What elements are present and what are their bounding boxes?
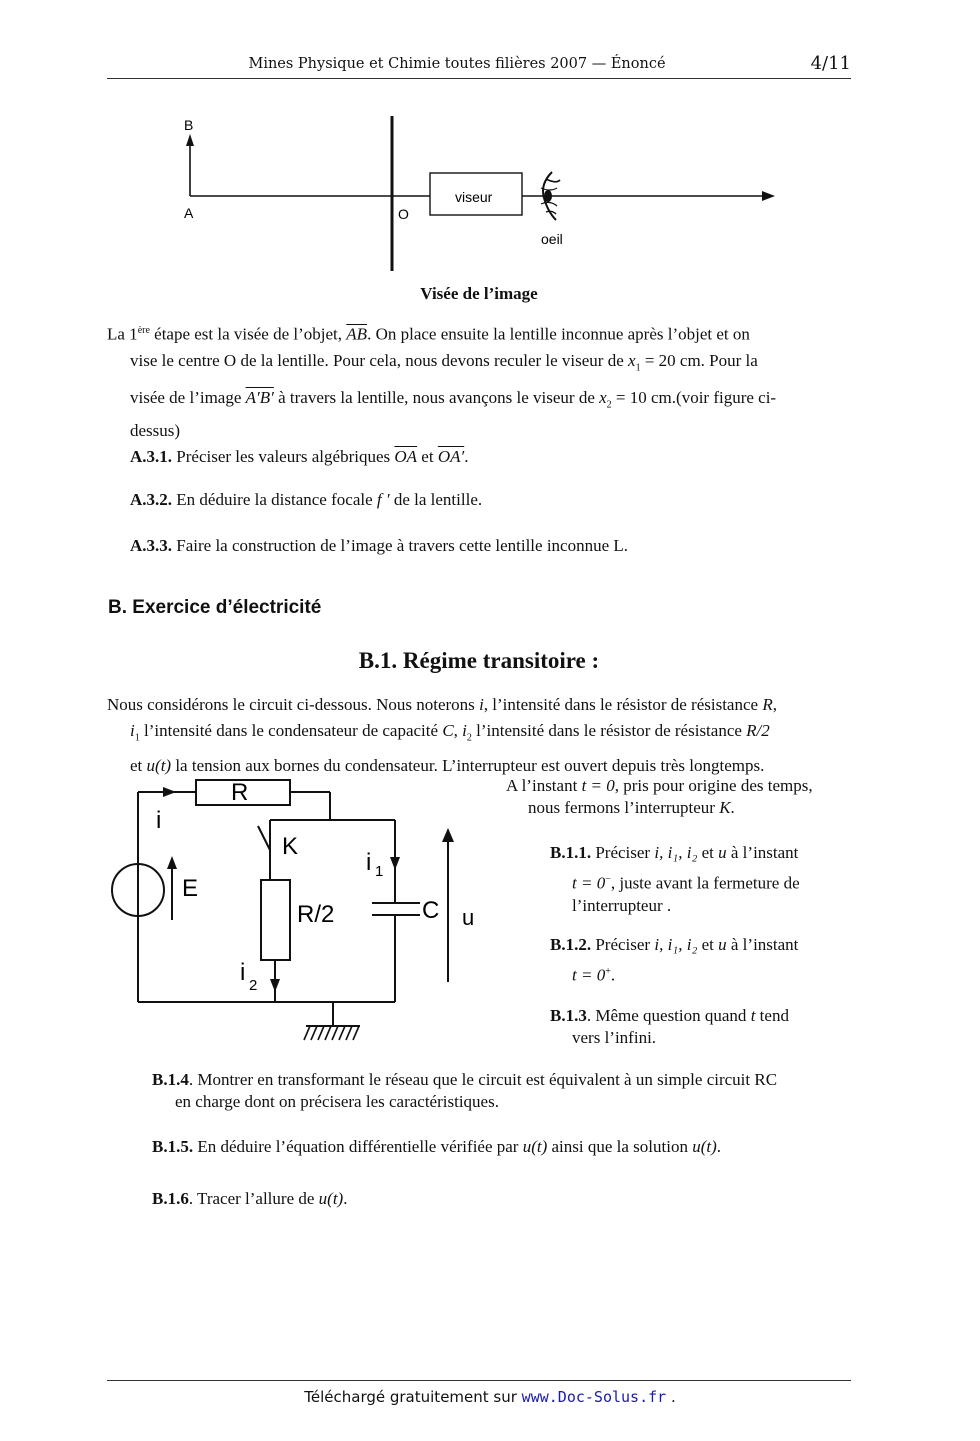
footer-rule xyxy=(107,1380,851,1381)
para-line-1: La 1ère étape est la visée de l’objet, $\overline{AB}$. On place ensuite la lentille inconnue après l’objet et on xyxy=(107,324,750,344)
axis-arrowhead xyxy=(762,191,775,201)
para-line-4: dessus) xyxy=(130,421,181,441)
right-intro: A l’instant t = 0, pris pour origine des temps, nous fermons l’interrupteur K. xyxy=(506,776,813,817)
label-i2-sub: 2 xyxy=(249,977,258,994)
question-b12: B.1.2. Préciser i, i₁, i₂ et u à l’instant t = 0+. xyxy=(550,935,799,985)
oeil-label: oeil xyxy=(541,231,563,247)
e-arrowhead xyxy=(167,856,177,869)
label-i1-sub: 1 xyxy=(375,863,384,880)
para-line-2: vise le centre O de la lentille. Pour cela, nous devons reculer le viseur de $x_1 = 20$ cm. Pour la xyxy=(130,350,758,374)
intro-line-1: Nous considérons le circuit ci-dessous. Nous noterons i, l’intensité dans le résistor de résistance R, xyxy=(107,695,777,714)
ground-icon xyxy=(304,1026,359,1040)
intro-b1 xyxy=(107,692,867,779)
header-title: Mines Physique et Chimie toutes filières 2007 — Énoncé xyxy=(248,56,666,72)
label-b: B xyxy=(184,117,194,133)
question-b16: B.1.6. Tracer l’allure de u(t). xyxy=(152,1189,348,1208)
i2-arrowhead xyxy=(270,979,280,992)
question-b13: B.1.3. Même question quand t tend vers l’infini. xyxy=(550,1006,789,1047)
label-r: R xyxy=(231,779,249,806)
label-i2: i xyxy=(240,959,246,986)
page-number: 4/11 xyxy=(810,53,851,74)
footer-link[interactable]: www.Doc-Solus.fr xyxy=(521,1388,667,1406)
question-b11: B.1.1. Préciser i, i₁, i₂ et u à l’instant t = 0−, juste avant la fermeture de l’interrupteur . xyxy=(550,843,800,915)
switch-k xyxy=(258,826,270,850)
question-b14: B.1.4. Montrer en transformant le réseau que le circuit est équivalent à un simple circuit RC en charge dont on précisera les caractéristiques. xyxy=(152,1070,778,1111)
subsection-heading-b1: B.1. Régime transitoire : xyxy=(358,648,600,673)
footer-text: Téléchargé gratuitement sur xyxy=(304,1388,522,1406)
page-footer: Téléchargé gratuitement sur www.Doc-Solus.fr . xyxy=(304,1388,676,1406)
question-a32: A.3.2. En déduire la distance focale f ′ de la lentille. xyxy=(130,490,483,509)
label-c: C xyxy=(422,897,440,924)
intro-line-3: et u(t) la tension aux bornes du condensateur. L’interrupteur est ouvert depuis très longtemps. xyxy=(130,756,765,776)
object-arrowhead xyxy=(186,134,194,146)
label-i: i xyxy=(156,807,162,834)
viseur-label: viseur xyxy=(455,189,493,205)
paragraph-a3 xyxy=(107,318,857,444)
question-a31: A.3.1. Préciser les valeurs algébriques $\overline{OA}$ et OA′. xyxy=(130,447,469,466)
figure-caption: Visée de l’image xyxy=(420,284,538,303)
resistor-r2 xyxy=(261,880,290,960)
i1-arrowhead xyxy=(390,857,400,870)
page-header xyxy=(107,52,851,79)
circuit-diagram xyxy=(100,770,500,1060)
label-e: E xyxy=(182,875,199,902)
u-arrowhead xyxy=(442,828,454,842)
question-b15: B.1.5. En déduire l’équation différentielle vérifiée par u(t) ainsi que la solution u(t). xyxy=(152,1137,722,1156)
intro-line-2: $i_1$ l’intensité dans le condensateur de capacité C, $i_2$ l’intensité dans le résistor de résistance R/2 xyxy=(130,721,770,744)
label-a: A xyxy=(184,205,194,221)
i-arrowhead xyxy=(163,787,176,797)
section-heading-b: B. Exercice d’électricité xyxy=(108,597,322,618)
label-r2: R/2 xyxy=(297,901,335,928)
label-o: O xyxy=(398,206,409,222)
label-k: K xyxy=(282,833,299,860)
question-a33: A.3.3. Faire la construction de l’image à travers cette lentille inconnue L. xyxy=(130,536,629,555)
optics-figure xyxy=(0,100,980,280)
label-u: u xyxy=(462,905,475,930)
para-line-3: visée de l’image A′B′ à travers la lentille, nous avançons le viseur de $x_2 = 10$ cm.(voir figure ci- xyxy=(130,388,777,411)
label-i1: i xyxy=(366,849,372,876)
